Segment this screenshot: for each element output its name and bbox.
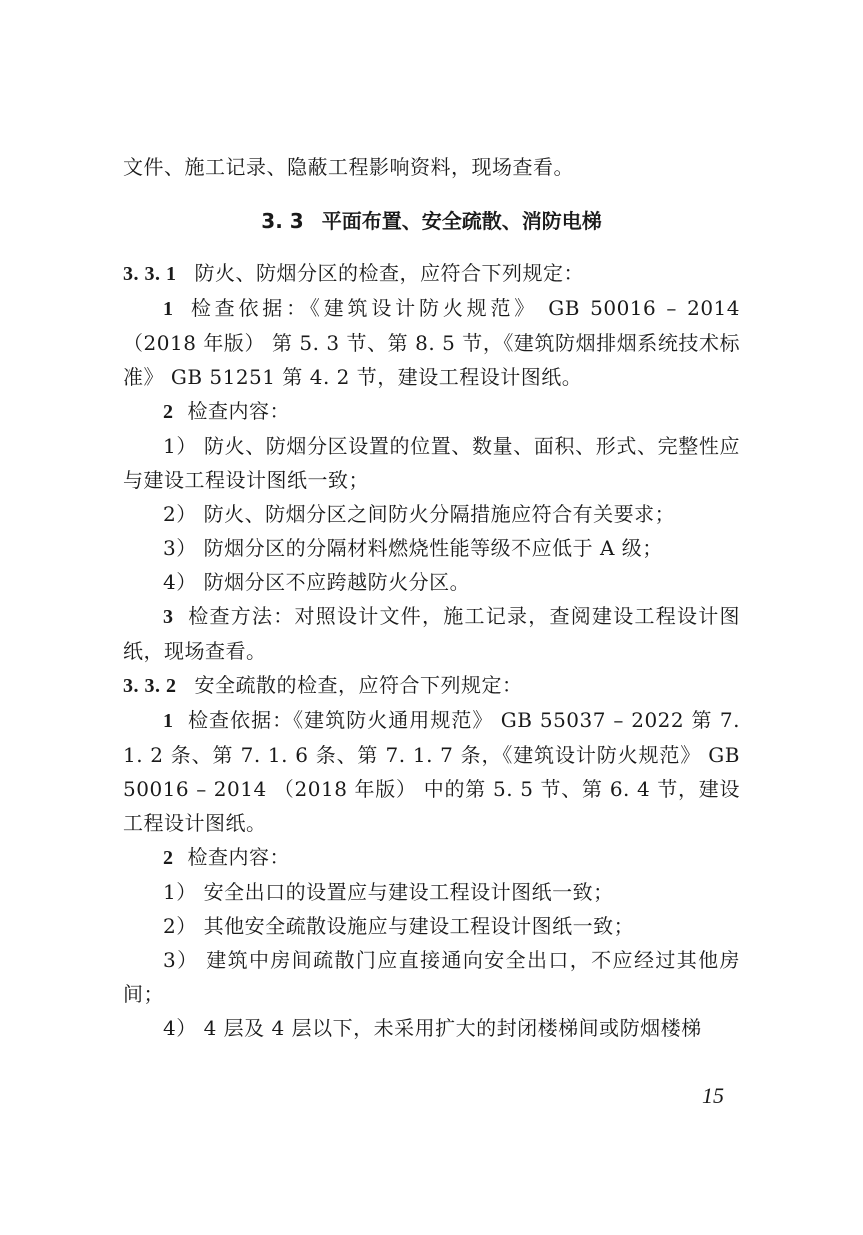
clause-number: 3. 3. 1 <box>123 263 177 285</box>
clause-intro: 防火、防烟分区的检查，应符合下列规定： <box>194 261 584 285</box>
section-title: 平面布置、安全疏散、消防电梯 <box>321 209 602 233</box>
clause-3-3-1 <box>123 256 740 291</box>
item-number: 3 <box>163 606 174 628</box>
item-number: 1 <box>163 710 174 732</box>
subitem: 2） 其他安全疏散设施应与建设工程设计图纸一致； <box>163 914 635 938</box>
clause-number: 3. 3. 2 <box>123 675 177 697</box>
item-basis <box>123 703 740 840</box>
page-number: 15 <box>702 1083 724 1108</box>
section-heading <box>123 204 740 238</box>
item-number: 1 <box>163 298 174 320</box>
item-text: 检查内容： <box>187 399 290 423</box>
subitem: 1） 安全出口的设置应与建设工程设计图纸一致； <box>163 880 614 904</box>
clause-intro: 安全疏散的检查，应符合下列规定： <box>194 673 523 697</box>
item-number: 2 <box>163 847 174 869</box>
item-text: 检查方法：对照设计文件，施工记录，查阅建设工程设计图纸，现场查看。 <box>123 604 740 663</box>
continued-text-line: 文件、施工记录、隐蔽工程影响资料，现场查看。 <box>123 155 574 179</box>
item-text: 检查内容： <box>187 845 290 869</box>
subitem: 1） 防火、防烟分区设置的位置、数量、面积、形式、完整性应与建设工程设计图纸一致； <box>123 434 740 492</box>
item-basis <box>123 291 740 394</box>
subitem: 4） 4 层及 4 层以下，未采用扩大的封闭楼梯间或防烟楼梯 <box>163 1016 702 1040</box>
subitem: 4） 防烟分区不应跨越防火分区。 <box>163 570 471 594</box>
subitem: 2） 防火、防烟分区之间防火分隔措施应符合有关要求； <box>163 502 676 526</box>
item-number: 2 <box>163 401 174 423</box>
item-text: 检查依据：《建筑防火通用规范》 GB 55037 – 2022 第 7. 1. 2 条、第 7. 1. 6 条、第 7. 1. 7 条，《建筑设计防火规范》 GB 50016 – 2014 （2018 年版） 中的第 5. 5 节、第 6. 4 节，建设工程设计图纸。 <box>123 708 740 835</box>
clause-3-3-2 <box>123 668 740 703</box>
item-content <box>123 394 740 429</box>
subitem: 3） 防烟分区的分隔材料燃烧性能等级不应低于 A 级； <box>163 536 663 560</box>
document-page <box>123 150 740 1045</box>
subitem: 3） 建筑中房间疏散门应直接通向安全出口，不应经过其他房间； <box>123 948 740 1006</box>
section-number: 3. 3 <box>261 209 304 233</box>
item-method <box>123 599 740 668</box>
item-text: 检查依据：《建筑设计防火规范》 GB 50016 – 2014 （2018 年版） 第 5. 3 节、第 8. 5 节，《建筑防烟排烟系统技术标准》 GB 51251 第 4. 2 节，建设工程设计图纸。 <box>123 296 740 389</box>
item-content <box>123 840 740 875</box>
